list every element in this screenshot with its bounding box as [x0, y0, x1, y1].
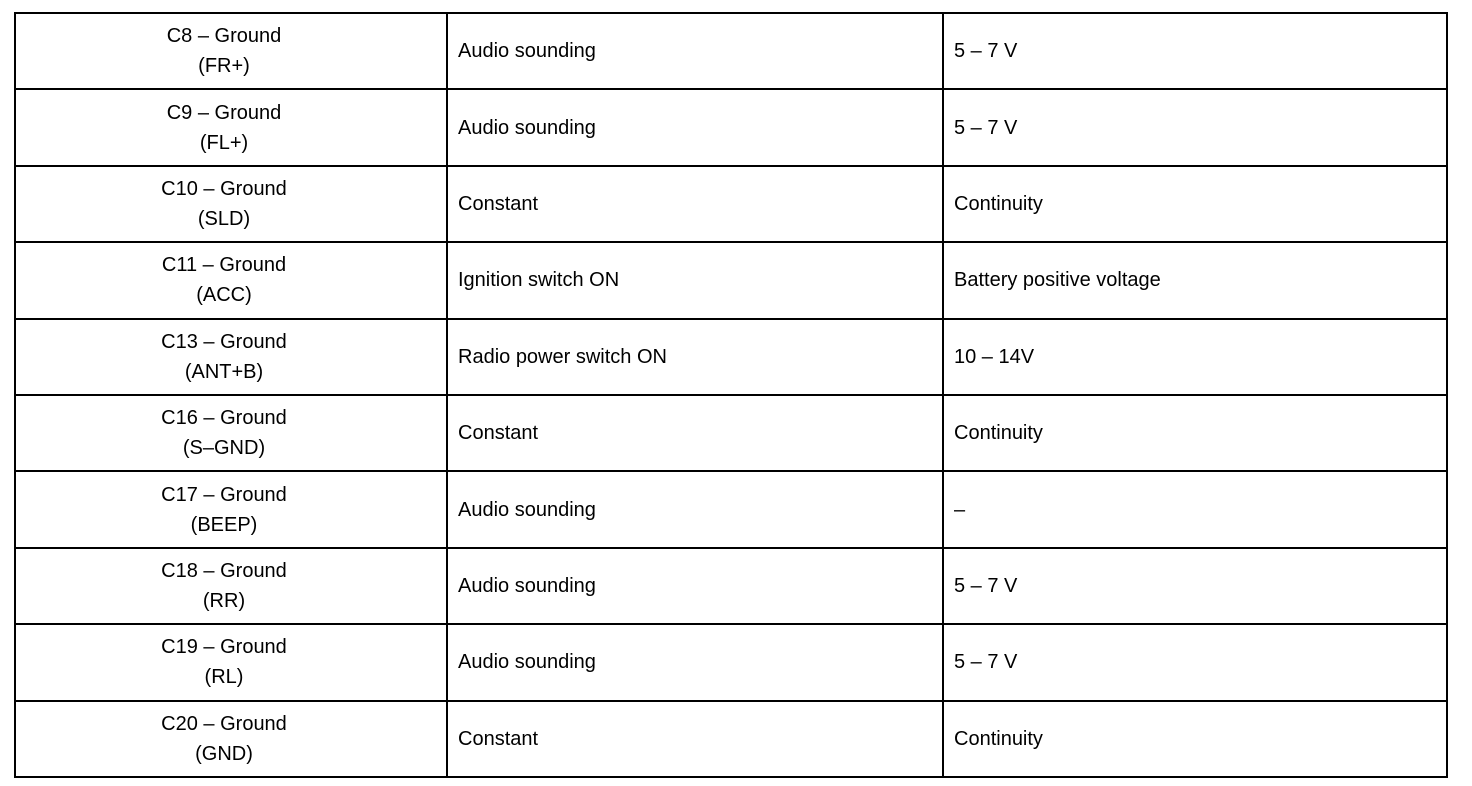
- terminal-label: C10 – Ground: [161, 177, 287, 200]
- terminal-cell: [15, 548, 447, 624]
- terminal-label: C20 – Ground: [161, 712, 287, 735]
- condition-cell: Radio power switch ON: [447, 319, 943, 395]
- signal-label: (GND): [195, 742, 253, 765]
- condition-cell: Constant: [447, 166, 943, 242]
- specified-condition-cell: 5 – 7 V: [943, 89, 1447, 165]
- terminal-cell: [15, 166, 447, 242]
- terminal-voltage-table: [14, 12, 1448, 778]
- condition-cell: Audio sounding: [447, 89, 943, 165]
- terminal-cell: [15, 471, 447, 547]
- table-row: [15, 701, 1447, 777]
- table-row: [15, 319, 1447, 395]
- terminal-cell: [15, 319, 447, 395]
- table-row: [15, 89, 1447, 165]
- condition-cell: Audio sounding: [447, 548, 943, 624]
- signal-label: (BEEP): [190, 513, 258, 536]
- terminal-label: C11 – Ground: [161, 254, 287, 277]
- terminal-cell: [15, 89, 447, 165]
- terminal-cell: [15, 242, 447, 318]
- signal-label: (S–GND): [182, 437, 266, 460]
- signal-label: (RL): [204, 666, 244, 689]
- table-row: [15, 13, 1447, 89]
- specified-condition-cell: 5 – 7 V: [943, 624, 1447, 700]
- terminal-cell: [15, 624, 447, 700]
- terminal-label: C18 – Ground: [161, 559, 287, 582]
- condition-cell: Constant: [447, 701, 943, 777]
- signal-label: (ACC): [196, 284, 252, 307]
- specified-condition-cell: Continuity: [943, 701, 1447, 777]
- condition-cell: Audio sounding: [447, 471, 943, 547]
- table-row: [15, 548, 1447, 624]
- specified-condition-cell: –: [943, 471, 1447, 547]
- condition-cell: Audio sounding: [447, 624, 943, 700]
- table-row: [15, 471, 1447, 547]
- specified-condition-cell: Continuity: [943, 395, 1447, 471]
- specified-condition-cell: Battery positive voltage: [943, 242, 1447, 318]
- specified-condition-cell: 5 – 7 V: [943, 13, 1447, 89]
- table-row: [15, 166, 1447, 242]
- condition-cell: Audio sounding: [447, 13, 943, 89]
- terminal-cell: [15, 13, 447, 89]
- table-row: [15, 624, 1447, 700]
- specified-condition-cell: Continuity: [943, 166, 1447, 242]
- condition-cell: Constant: [447, 395, 943, 471]
- terminal-label: C13 – Ground: [161, 330, 287, 353]
- terminal-label: C16 – Ground: [161, 407, 287, 430]
- signal-label: (FR+): [198, 55, 250, 78]
- table-row: [15, 395, 1447, 471]
- table-row: [15, 242, 1447, 318]
- specified-condition-cell: 5 – 7 V: [943, 548, 1447, 624]
- condition-cell: Ignition switch ON: [447, 242, 943, 318]
- signal-label: (RR): [202, 589, 246, 612]
- terminal-cell: [15, 701, 447, 777]
- signal-label: (SLD): [197, 207, 251, 230]
- terminal-label: C8 – Ground: [166, 25, 282, 48]
- terminal-cell: [15, 395, 447, 471]
- terminal-label: C19 – Ground: [161, 636, 287, 659]
- signal-label: (FL+): [199, 131, 249, 154]
- terminal-label: C17 – Ground: [161, 483, 287, 506]
- signal-label: (ANT+B): [184, 360, 264, 383]
- terminal-label: C9 – Ground: [166, 101, 282, 124]
- specified-condition-cell: 10 – 14V: [943, 319, 1447, 395]
